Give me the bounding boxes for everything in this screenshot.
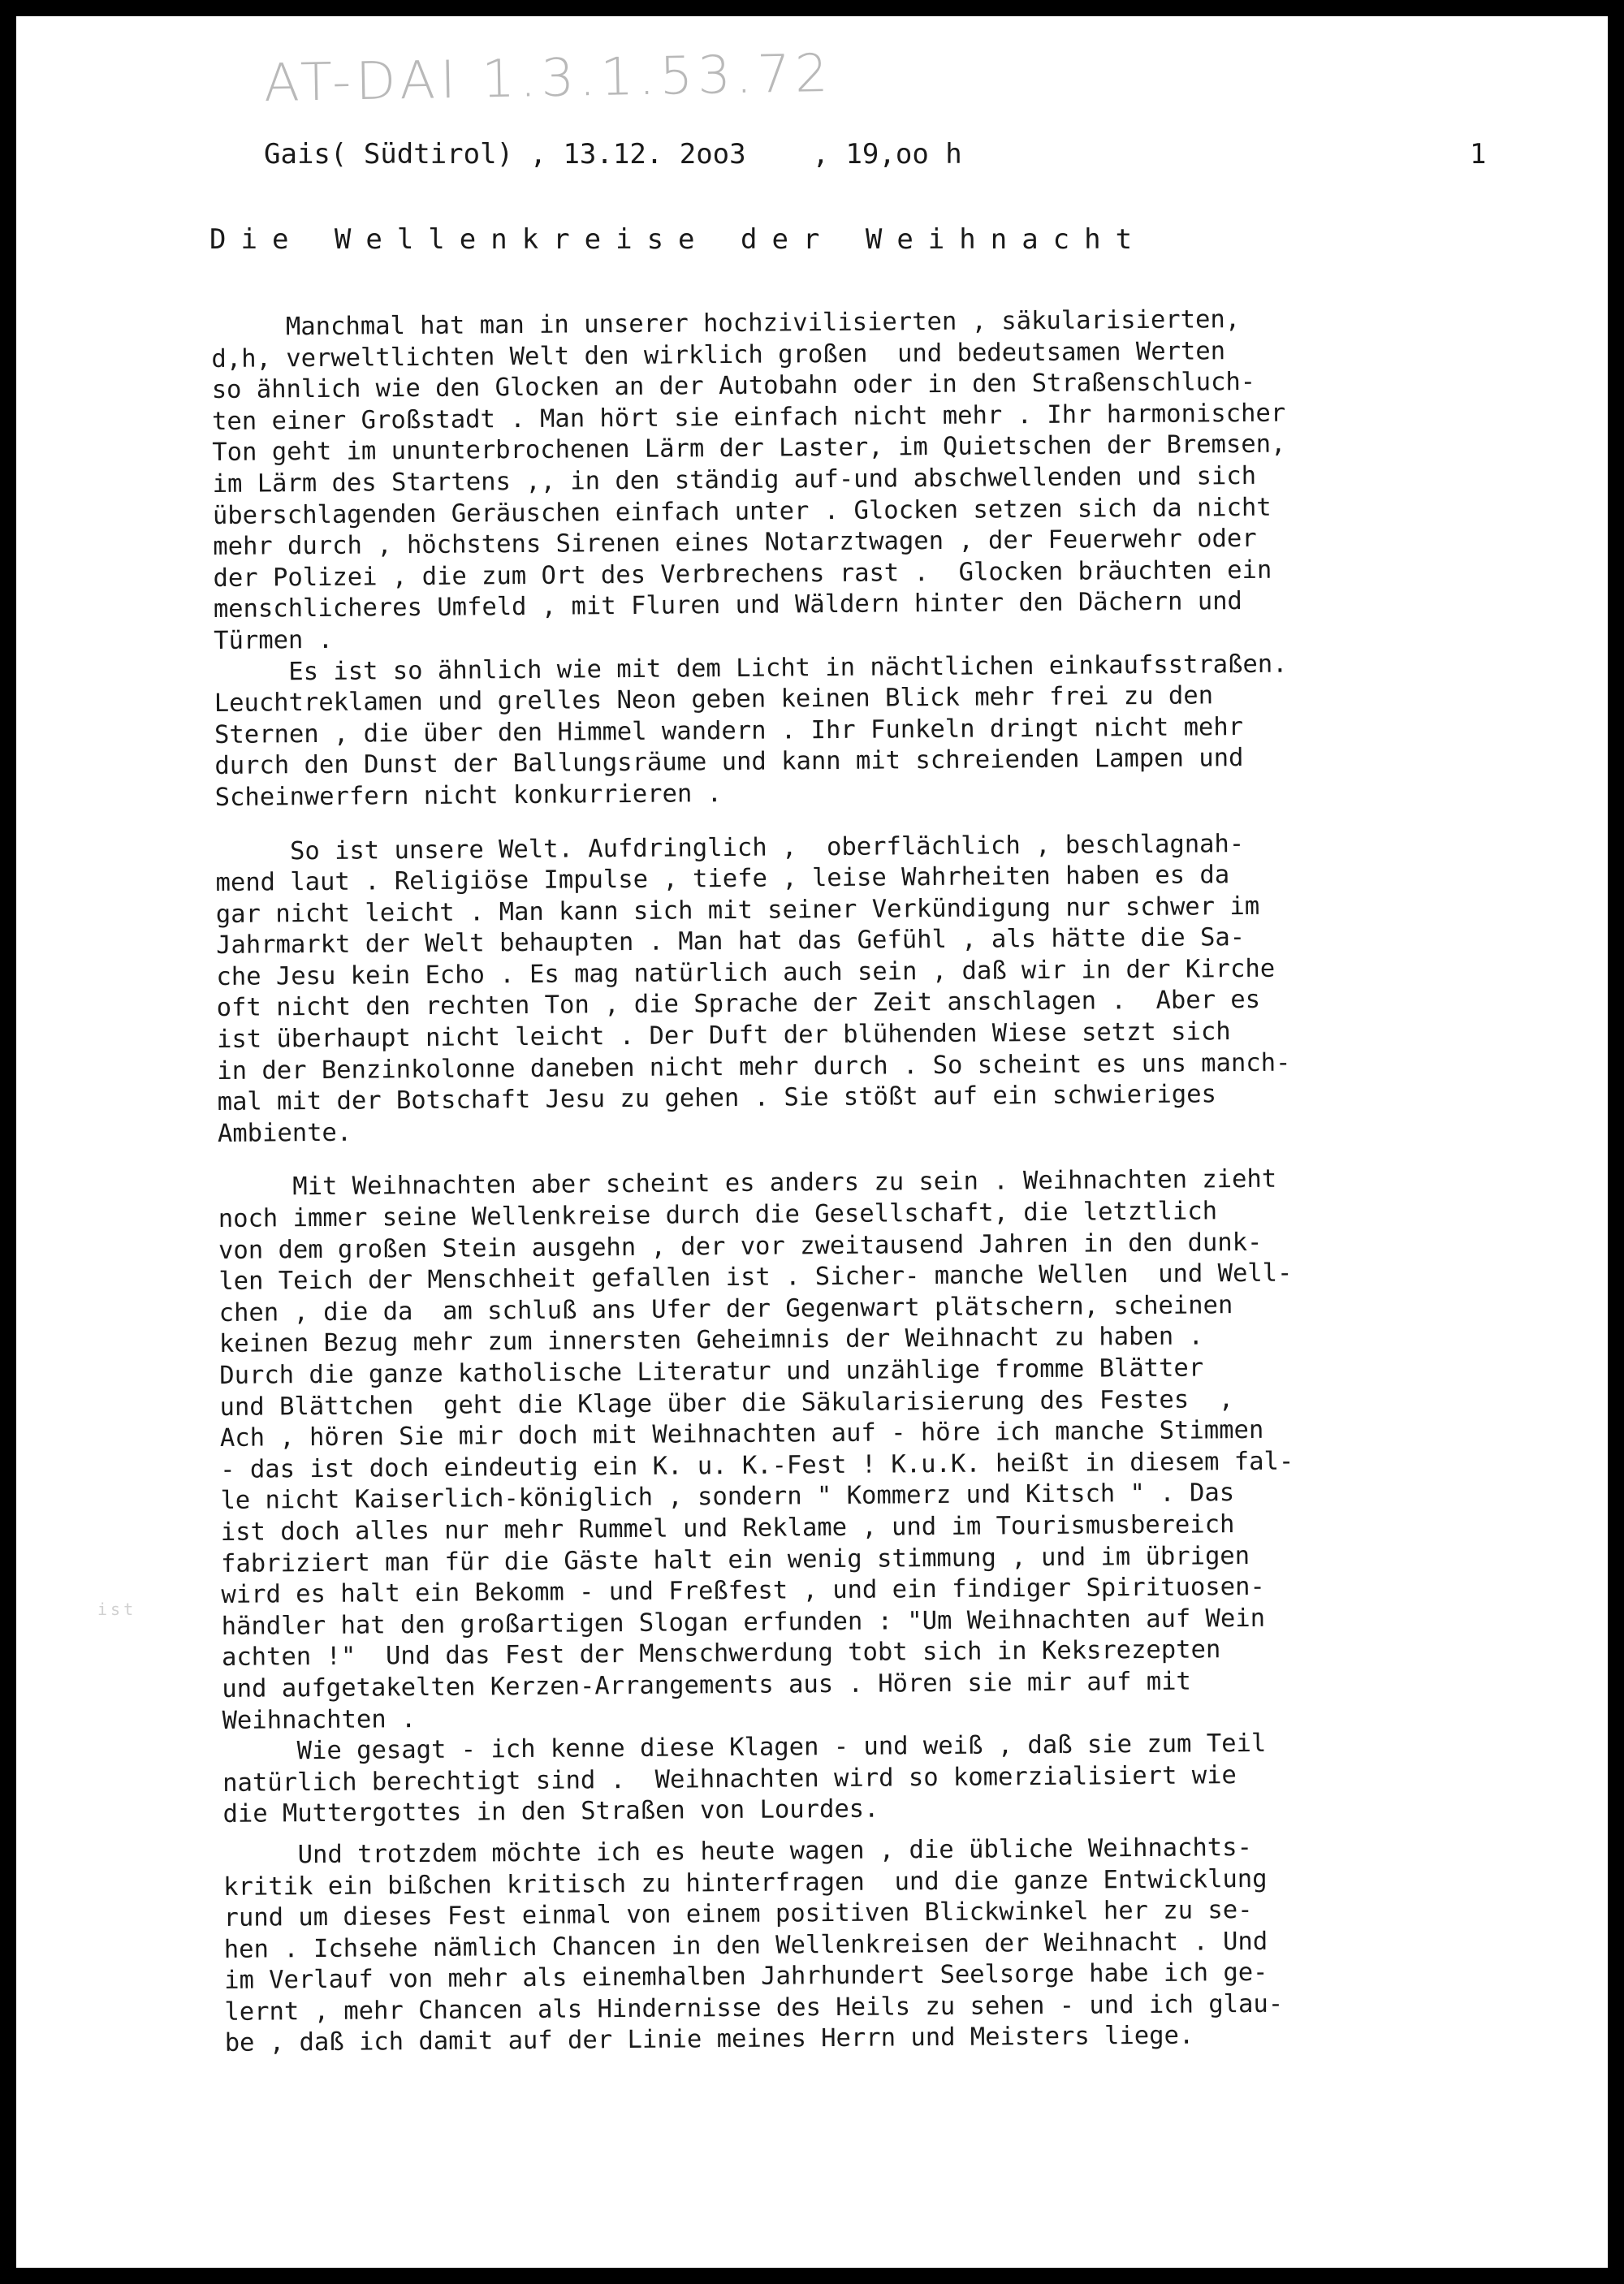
archive-stamp: AT-DAI 1.3.1.53.72 bbox=[263, 43, 834, 114]
document-title: Die Wellenkreise der Weihnacht bbox=[209, 223, 1147, 256]
paragraph-2: Es ist so ähnlich wie mit dem Licht in nächtlichen einkaufsstraßen. Leuchtreklamen und grelles Neon geben keinen Blick mehr frei zu den Sternen , die über den Himmel wandern . Ihr Funkeln dringt nicht mehr durch den Dunst der Ballungsräume und kann mit schreienden Lampen und Scheinwerfern nicht konkurrieren . bbox=[214, 650, 1288, 812]
paragraph-6: Und trotzdem möchte ich es heute wagen , die übliche Weihnachts- kritik ein bißchen kritisch zu hinterfragen und die ganze Entwicklung rund um dieses Fest einmal von einem positiven Blickwinkel her zu se- hen . Ichsehe nämlich Chancen in den Wellenkreisen der Weihnacht . Und im Verlauf von mehr als einemhalben Jahrhundert Seelsorge habe ich ge- lernt , mehr Chancen als Hindernisse des Heils zu sehen - und ich glau- be , daß ich damit auf der Linie meines Herrn und Meisters liege. bbox=[222, 1833, 1284, 2058]
document-page bbox=[16, 16, 1608, 2268]
paragraph-1: Manchmal hat man in unserer hochzivilisierten , säkularisierten, d,h, verweltlichten Welt den wirklich großen und bedeutsamen Werten so ähnlich wie den Glocken an der Autobahn oder in den Straßenschluch- ten einer Großstadt . Man hört sie einfach nicht mehr . Ihr harmonischer Ton geht im ununterbrochenen Lärm der Laster, im Quietschen der Bremsen, im Lärm des Startens ,, in den ständig auf-und abschwellenden und sich überschlagenden Geräuschen einfach unter . Glocken setzen sich da nicht mehr durch , höchstens Sirenen eines Notarztwagen , der Feuerwehr oder der Polizei , die zum Ort des Verbrechens rast . Glocken bräuchten ein menschlicheres Umfeld , mit Fluren und Wäldern hinter den Dächern und Türmen . bbox=[211, 305, 1286, 655]
paragraph-5: Wie gesagt - ich kenne diese Klagen - und weiß , daß sie zum Teil natürlich berechtigt sind . Weihnachten wird so komerzialisiert wie die Muttergottes in den Straßen von Lourdes. bbox=[222, 1729, 1267, 1829]
paragraph-4: Mit Weihnachten aber scheint es anders zu sein . Weihnachten zieht noch immer seine Wellenkreise durch die Gesellschaft, die letztlich von dem großen Stein ausgehn , der vor zweitausend Jahren in den dunk- len Teich der Menschheit gefallen ist . Sicher- manche Wellen und Well- chen , die da am schluß ans Ufer der Gegenwart plätschern, scheinen keinen Bezug mehr zum innersten Geheimnis der Weihnacht zu haben . Durch die ganze katholische Literatur und unzählige fromme Blätter und Blättchen geht die Klage über die Säkularisierung des Festes , Ach , hören Sie mir doch mit Weihnachten auf - höre ich manche Stimmen - das ist doch eindeutig ein K. u. K.-Fest ! K.u.K. heißt in diesem fal- le nicht Kaiserlich-königlich , sondern " Kommerz und Kitsch " . Das ist doch alles nur mehr Rummel und Reklame , und im Tourismusbereich fabriziert man für die Gäste halt ein wenig stimmung , und im übrigen wird es halt ein Bekomm - und Freßfest , und ein findiger Spirituosen- händler hat den großartigen Slogan erfunden : "Um Weihnachten auf Wein achten !" Und das Fest der Menschwerdung tobt sich in Keksrezepten und aufgetakelten Kerzen-Arrangements aus . Hören sie mir auf mit Weihnachten . bbox=[218, 1165, 1294, 1735]
place-date-time: Gais( Südtirol) , 13.12. 2oo3 , 19,oo h bbox=[264, 138, 962, 171]
margin-mark: ist bbox=[97, 1600, 137, 1619]
page-number: 1 bbox=[1470, 138, 1487, 171]
paragraph-3: So ist unsere Welt. Aufdringlich , oberflächlich , beschlagnah- mend laut . Religiöse Impulse , tiefe , leise Wahrheiten haben es da gar nicht leicht . Man kann sich mit seiner Verkündigung nur schwer im Jahrmarkt der Welt behaupten . Man hat das Gefühl , als hätte die Sa- che Jesu kein Echo . Es mag natürlich auch sein , daß wir in der Kirche oft nicht den rechten Ton , die Sprache der Zeit anschlagen . Aber es ist überhaupt nicht leicht . Der Duft der blühenden Wiese setzt sich in der Benzinkolonne daneben nicht mehr durch . So scheint es uns manch- mal mit der Botschaft Jesu zu gehen . Sie stößt auf ein schwieriges Ambiente. bbox=[215, 829, 1291, 1148]
body-text bbox=[211, 301, 1608, 2060]
